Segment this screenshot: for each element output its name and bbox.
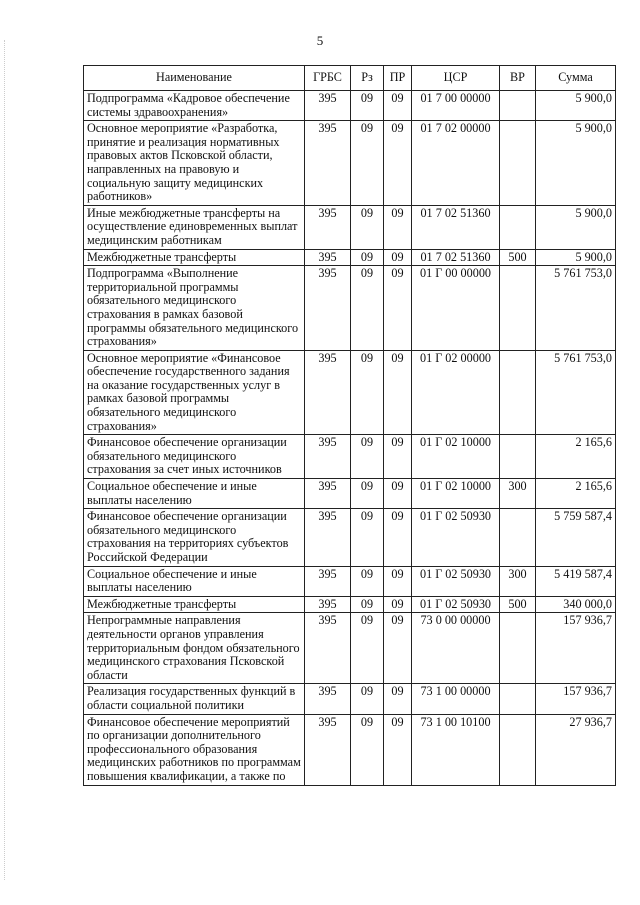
cell-sum: 5 900,0	[536, 91, 616, 121]
table-row	[84, 350, 616, 435]
cell-vr: 300	[500, 479, 536, 509]
header-sum: Сумма	[536, 66, 616, 91]
header-pr: ПР	[384, 66, 412, 91]
scan-edge-mark	[4, 40, 6, 880]
cell-pr: 09	[384, 596, 412, 613]
table-row	[84, 684, 616, 714]
cell-name: Финансовое обеспечение организации обязательного медицинского страхования за счет иных источников	[84, 435, 305, 479]
cell-pr: 09	[384, 479, 412, 509]
table-row	[84, 714, 616, 785]
cell-rz: 09	[351, 509, 384, 566]
cell-rz: 09	[351, 684, 384, 714]
cell-grbs: 395	[305, 509, 351, 566]
cell-vr	[500, 509, 536, 566]
cell-pr: 09	[384, 205, 412, 249]
cell-rz: 09	[351, 91, 384, 121]
cell-csr: 01 Г 00 00000	[412, 266, 500, 351]
cell-grbs: 395	[305, 350, 351, 435]
cell-grbs: 395	[305, 613, 351, 684]
header-csr: ЦСР	[412, 66, 500, 91]
cell-vr	[500, 205, 536, 249]
cell-sum: 5 761 753,0	[536, 266, 616, 351]
cell-sum: 157 936,7	[536, 684, 616, 714]
cell-sum: 5 761 753,0	[536, 350, 616, 435]
table-row	[84, 266, 616, 351]
cell-sum: 157 936,7	[536, 613, 616, 684]
table-row	[84, 205, 616, 249]
cell-pr: 09	[384, 91, 412, 121]
table-header-row	[84, 66, 616, 91]
cell-rz: 09	[351, 479, 384, 509]
table-row	[84, 249, 616, 266]
budget-table	[83, 65, 616, 786]
cell-name: Социальное обеспечение и иные выплаты населению	[84, 479, 305, 509]
cell-sum: 5 419 587,4	[536, 566, 616, 596]
cell-csr: 73 1 00 00000	[412, 684, 500, 714]
cell-csr: 01 Г 02 10000	[412, 479, 500, 509]
cell-name: Непрограммные направления деятельности органов управления территориальным фондом обязательного медицинского страхования Псковской области	[84, 613, 305, 684]
table-row	[84, 435, 616, 479]
cell-rz: 09	[351, 613, 384, 684]
cell-vr	[500, 435, 536, 479]
cell-rz: 09	[351, 596, 384, 613]
cell-csr: 01 Г 02 50930	[412, 566, 500, 596]
cell-pr: 09	[384, 121, 412, 206]
cell-csr: 73 1 00 10100	[412, 714, 500, 785]
cell-csr: 01 7 02 51360	[412, 249, 500, 266]
cell-csr: 01 7 02 51360	[412, 205, 500, 249]
cell-grbs: 395	[305, 249, 351, 266]
cell-sum: 2 165,6	[536, 435, 616, 479]
cell-vr: 500	[500, 596, 536, 613]
cell-csr: 01 7 00 00000	[412, 91, 500, 121]
cell-rz: 09	[351, 714, 384, 785]
cell-name: Подпрограмма «Выполнение территориальной программы обязательного медицинского страхования в рамках базовой программы обязательного медицинского страхования»	[84, 266, 305, 351]
cell-sum: 2 165,6	[536, 479, 616, 509]
cell-name: Основное мероприятие «Финансовое обеспечение государственного задания на оказание государственных услуг в рамках базовой программы обязательного медицинского страхования»	[84, 350, 305, 435]
cell-pr: 09	[384, 266, 412, 351]
cell-vr	[500, 121, 536, 206]
page-number: 5	[316, 33, 324, 48]
cell-name: Финансовое обеспечение мероприятий по организации дополнительного профессионального образования медицинских работников по программам повышения квалификации, а также по	[84, 714, 305, 785]
cell-sum: 5 900,0	[536, 249, 616, 266]
cell-csr: 01 7 02 00000	[412, 121, 500, 206]
cell-vr: 500	[500, 249, 536, 266]
cell-name: Финансовое обеспечение организации обязательного медицинского страхования на территориях субъектов Российской Федерации	[84, 509, 305, 566]
table-row	[84, 596, 616, 613]
cell-vr	[500, 613, 536, 684]
cell-pr: 09	[384, 435, 412, 479]
cell-name: Реализация государственных функций в области социальной политики	[84, 684, 305, 714]
cell-pr: 09	[384, 566, 412, 596]
cell-rz: 09	[351, 266, 384, 351]
table-row	[84, 509, 616, 566]
cell-rz: 09	[351, 121, 384, 206]
cell-rz: 09	[351, 205, 384, 249]
cell-name: Основное мероприятие «Разработка, принятие и реализация нормативных правовых актов Псковской области, направленных на правовую и социальную защиту медицинских работников»	[84, 121, 305, 206]
cell-grbs: 395	[305, 596, 351, 613]
cell-csr: 73 0 00 00000	[412, 613, 500, 684]
table-row	[84, 566, 616, 596]
cell-sum: 27 936,7	[536, 714, 616, 785]
cell-name: Межбюджетные трансферты	[84, 596, 305, 613]
cell-name: Социальное обеспечение и иные выплаты населению	[84, 566, 305, 596]
cell-grbs: 395	[305, 479, 351, 509]
cell-vr: 300	[500, 566, 536, 596]
cell-name: Иные межбюджетные трансферты на осуществление единовременных выплат медицинским работникам	[84, 205, 305, 249]
cell-grbs: 395	[305, 714, 351, 785]
cell-grbs: 395	[305, 205, 351, 249]
cell-sum: 340 000,0	[536, 596, 616, 613]
table-row	[84, 121, 616, 206]
cell-name: Подпрограмма «Кадровое обеспечение системы здравоохранения»	[84, 91, 305, 121]
cell-csr: 01 Г 02 50930	[412, 509, 500, 566]
cell-vr	[500, 684, 536, 714]
cell-grbs: 395	[305, 91, 351, 121]
cell-pr: 09	[384, 714, 412, 785]
cell-grbs: 395	[305, 566, 351, 596]
cell-pr: 09	[384, 249, 412, 266]
header-name: Наименование	[84, 66, 305, 91]
cell-rz: 09	[351, 435, 384, 479]
header-vr: ВР	[500, 66, 536, 91]
cell-rz: 09	[351, 249, 384, 266]
cell-grbs: 395	[305, 684, 351, 714]
cell-name: Межбюджетные трансферты	[84, 249, 305, 266]
header-grbs: ГРБС	[305, 66, 351, 91]
cell-vr	[500, 266, 536, 351]
cell-csr: 01 Г 02 00000	[412, 350, 500, 435]
cell-pr: 09	[384, 684, 412, 714]
cell-grbs: 395	[305, 435, 351, 479]
cell-pr: 09	[384, 350, 412, 435]
cell-rz: 09	[351, 566, 384, 596]
cell-grbs: 395	[305, 121, 351, 206]
cell-pr: 09	[384, 509, 412, 566]
cell-vr	[500, 714, 536, 785]
cell-csr: 01 Г 02 10000	[412, 435, 500, 479]
cell-sum: 5 900,0	[536, 121, 616, 206]
table-row	[84, 479, 616, 509]
table-row	[84, 613, 616, 684]
cell-pr: 09	[384, 613, 412, 684]
cell-vr	[500, 350, 536, 435]
cell-sum: 5 759 587,4	[536, 509, 616, 566]
cell-rz: 09	[351, 350, 384, 435]
cell-csr: 01 Г 02 50930	[412, 596, 500, 613]
cell-vr	[500, 91, 536, 121]
cell-sum: 5 900,0	[536, 205, 616, 249]
table-row	[84, 91, 616, 121]
header-rz: Рз	[351, 66, 384, 91]
cell-grbs: 395	[305, 266, 351, 351]
